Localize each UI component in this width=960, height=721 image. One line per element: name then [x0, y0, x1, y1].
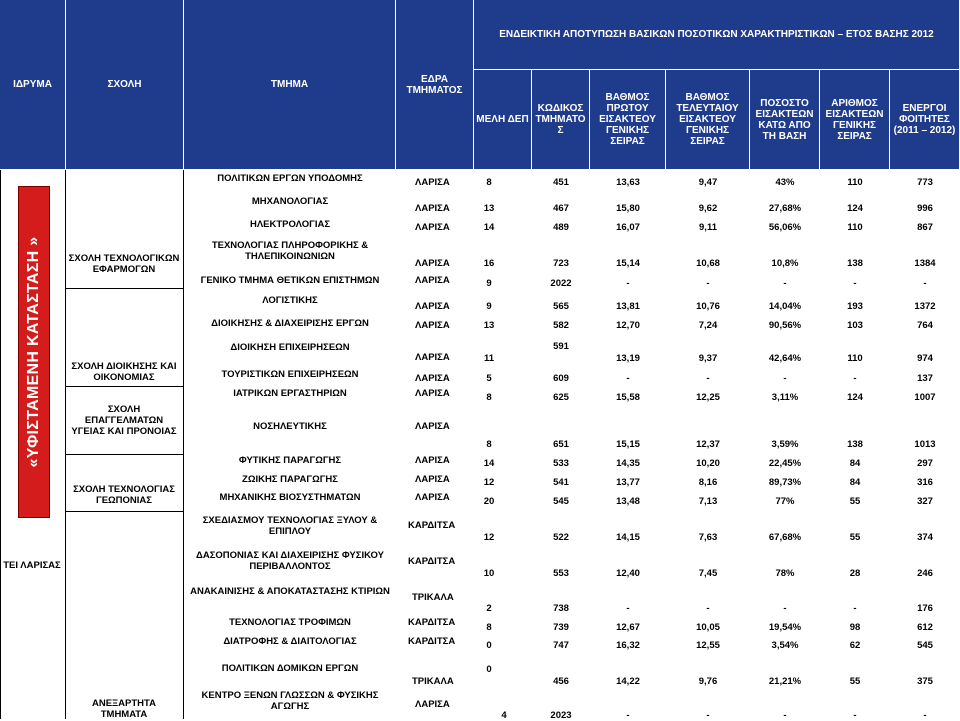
admitted-value: 98 — [849, 622, 861, 633]
dept-name: ΠΟΛΙΤΙΚΩΝ ΔΟΜΙΚΩΝ ΕΡΓΩΝ — [221, 663, 359, 674]
last-grade-value: - — [706, 603, 710, 614]
city: ΛΑΡΙΣΑ — [415, 455, 450, 466]
percent-value: 56,06% — [768, 222, 802, 233]
last-grade-value: - — [706, 710, 710, 721]
meli-dep-value: 16 — [483, 258, 495, 269]
col-header-vathmos-protou — [590, 70, 666, 170]
meli-dep-value: 13 — [483, 320, 495, 331]
meli-dep-value: 14 — [483, 222, 495, 233]
admitted-value: 110 — [847, 177, 863, 188]
code-value: 553 — [553, 568, 569, 579]
last-grade-value: 7,24 — [698, 320, 718, 331]
first-grade-value: - — [626, 603, 630, 614]
first-grade-value: - — [626, 278, 630, 289]
last-grade-value: 10,05 — [696, 622, 720, 633]
divider — [65, 454, 183, 455]
city: ΛΑΡΙΣΑ — [415, 203, 450, 214]
admitted-value: 124 — [847, 392, 863, 403]
city: ΚΑΡΔΙΤΣΑ — [408, 520, 456, 531]
percent-value: - — [783, 710, 787, 721]
active-students-value: 1384 — [914, 258, 936, 269]
city: ΛΑΡΙΣΑ — [415, 699, 450, 710]
code-value: 2022 — [550, 278, 572, 289]
city: ΛΑΡΙΣΑ — [415, 275, 450, 286]
code-value: 467 — [553, 203, 569, 214]
city: ΛΑΡΙΣΑ — [415, 388, 450, 399]
divider — [65, 386, 183, 387]
meli-dep-value: 12 — [483, 477, 495, 488]
percent-value: 77% — [775, 496, 795, 507]
school-label: ΣΧΟΛΗ ΤΕΧΝΟΛΟΓΙΚΩΝ ΕΦΑΡΜΟΓΩΝ — [68, 253, 180, 275]
first-grade-value: 12,40 — [616, 568, 640, 579]
dept-name: ΙΑΤΡΙΚΩΝ ΕΡΓΑΣΤΗΡΙΩΝ — [233, 388, 347, 399]
percent-value: 89,73% — [768, 477, 802, 488]
percent-value: - — [783, 278, 787, 289]
school-label: ΣΧΟΛΗ ΕΠΑΓΓΕΛΜΑΤΩΝ ΥΓΕΙΑΣ ΚΑΙ ΠΡΟΝΟΙΑΣ — [71, 404, 177, 437]
admitted-value: 55 — [849, 532, 861, 543]
percent-value: 3,54% — [771, 640, 799, 651]
meli-dep-value: 9 — [486, 278, 492, 289]
dept-name: ΦΥΤΙΚΗΣ ΠΑΡΑΓΩΓΗΣ — [238, 455, 342, 466]
dept-name: ΔΑΣΟΠΟΝΙΑΣ ΚΑΙ ΔΙΑΧΕΙΡΙΣΗΣ ΦΥΣΙΚΟΥ ΠΕΡΙΒΑΛΛΟΝΤΟΣ — [196, 550, 384, 572]
admitted-value: 110 — [847, 353, 863, 364]
meli-dep-value: 8 — [486, 622, 492, 633]
divider — [0, 170, 1, 719]
percent-value: - — [783, 603, 787, 614]
dept-name: ΝΟΣΗΛΕΥΤΙΚΗΣ — [253, 421, 327, 432]
active-students-value: 375 — [917, 676, 933, 687]
code-value: 747 — [553, 640, 569, 651]
city: ΤΡΙΚΑΛΑ — [412, 676, 454, 687]
col-header-energoi-label: ΕΝΕΡΓΟΙ ΦΟΙΤΗΤΕΣ (2011 – 2012) — [893, 103, 956, 136]
active-students-value: 764 — [917, 320, 933, 331]
col-header-scholi — [66, 0, 184, 170]
last-grade-value: 10,76 — [696, 301, 720, 312]
city: ΛΑΡΙΣΑ — [415, 492, 450, 503]
percent-value: 19,54% — [768, 622, 802, 633]
col-header-idryma-label: ΙΔΡΥΜΑ — [13, 79, 52, 90]
meli-dep-value: 9 — [486, 301, 492, 312]
col-header-edra-label: ΕΔΡΑ ΤΜΗΜΑΤΟΣ — [406, 73, 463, 96]
percent-value: 3,11% — [771, 392, 799, 403]
code-value: 625 — [553, 392, 569, 403]
code-value: 582 — [553, 320, 569, 331]
meli-dep-value: 8 — [486, 392, 492, 403]
active-students-value: 1013 — [914, 439, 936, 450]
col-header-kodikos-label: ΚΩΔΙΚΟΣ ΤΜΗΜΑΤΟ Σ — [535, 103, 586, 136]
status-banner — [18, 186, 50, 518]
first-grade-value: 14,22 — [616, 676, 640, 687]
percent-value: 67,68% — [768, 532, 802, 543]
meli-dep-value: 11 — [483, 353, 495, 364]
divider — [65, 511, 183, 512]
city: ΛΑΡΙΣΑ — [415, 373, 450, 384]
meli-dep-value: 13 — [483, 203, 495, 214]
last-grade-value: 10,68 — [696, 258, 720, 269]
city: ΛΑΡΙΣΑ — [415, 258, 450, 269]
first-grade-value: 13,81 — [616, 301, 640, 312]
active-students-value: 176 — [917, 603, 933, 614]
last-grade-value: 9,62 — [698, 203, 718, 214]
city: ΛΑΡΙΣΑ — [415, 301, 450, 312]
dept-name: ΑΝΑΚΑΙΝΙΣΗΣ & ΑΠΟΚΑΤΑΣΤΑΣΗΣ ΚΤΙΡΙΩΝ — [190, 586, 390, 597]
last-grade-value: 9,47 — [698, 177, 718, 188]
last-grade-value: 8,16 — [698, 477, 718, 488]
city: ΛΑΡΙΣΑ — [415, 320, 450, 331]
admitted-value: 84 — [849, 477, 861, 488]
divider — [65, 288, 183, 289]
dept-name: ΤΕΧΝΟΛΟΓΙΑΣ ΠΛΗΡΟΦΟΡΙΚΗΣ & ΤΗΛΕΠΙΚΟΙΝΩΝΙΩΝ — [211, 240, 369, 262]
code-value: 456 — [553, 676, 569, 687]
meli-dep-value: 8 — [486, 177, 492, 188]
city: ΛΑΡΙΣΑ — [415, 474, 450, 485]
meli-dep-value: 10 — [483, 568, 495, 579]
col-header-energoi — [890, 70, 960, 170]
col-header-vathmos-teleutaiou-label: ΒΑΘΜΟΣ ΤΕΛΕΥΤΑΙΟΥ ΕΙΣΑΚΤΕΟΥ ΓΕΝΙΚΗΣ ΣΕΙΡΑΣ — [676, 92, 739, 147]
last-grade-value: 12,55 — [696, 640, 720, 651]
first-grade-value: 15,80 — [616, 203, 640, 214]
first-grade-value: 15,14 — [616, 258, 640, 269]
school-label: ΑΝΕΞΑΡΤΗΤΑ ΤΜΗΜΑΤΑ — [92, 698, 156, 720]
admitted-value: 28 — [849, 568, 861, 579]
admitted-value: 84 — [849, 458, 861, 469]
last-grade-value: 12,37 — [696, 439, 720, 450]
dept-name: ΖΩΙΚΗΣ ΠΑΡΑΓΩΓΗΣ — [242, 474, 338, 485]
dept-name: ΣΧΕΔΙΑΣΜΟΥ ΤΕΧΝΟΛΟΓΙΑΣ ΞΥΛΟΥ & ΕΠΙΠΛΟΥ — [202, 515, 378, 537]
col-header-arithmos-label: ΑΡΙΘΜΟΣ ΕΙΣΑΚΤΕΩΝ ΓΕΝΙΚΗΣ ΣΕΙΡΑΣ — [825, 97, 884, 142]
city: ΚΑΡΔΙΤΣΑ — [408, 636, 456, 647]
admitted-value: 55 — [849, 676, 861, 687]
last-grade-value: 7,45 — [698, 568, 718, 579]
meli-dep-value: 5 — [486, 373, 492, 384]
last-grade-value: 9,76 — [698, 676, 718, 687]
col-header-tmima — [184, 0, 396, 170]
group-header-title — [474, 0, 960, 70]
dept-name: ΛΟΓΙΣΤΙΚΗΣ — [262, 295, 318, 306]
city: ΚΑΡΔΙΤΣΑ — [408, 556, 456, 567]
col-header-tmima-label: ΤΜΗΜΑ — [270, 79, 309, 90]
percent-value: 27,68% — [768, 203, 802, 214]
first-grade-value: 13,77 — [616, 477, 640, 488]
code-value: 609 — [553, 373, 569, 384]
first-grade-value: 16,07 — [616, 222, 640, 233]
col-header-kodikos — [532, 70, 590, 170]
last-grade-value: - — [706, 278, 710, 289]
active-students-value: 773 — [917, 177, 933, 188]
col-header-vathmos-protou-label: ΒΑΘΜΟΣ ΠΡΩΤΟΥ ΕΙΣΑΚΤΕΟΥ ΓΕΝΙΚΗΣ ΣΕΙΡΑΣ — [599, 92, 656, 147]
admitted-value: 193 — [847, 301, 863, 312]
meli-dep-value: 12 — [483, 532, 495, 543]
active-students-value: 246 — [917, 568, 933, 579]
col-header-meli-dep-label: ΜΕΛΗ ΔΕΠ — [476, 114, 529, 125]
status-banner-label: «ΥΦΙΣΤΑΜΕΝΗ ΚΑΤΑΣΤΑΣΗ » — [25, 236, 42, 468]
last-grade-value: 10,20 — [696, 458, 720, 469]
first-grade-value: 16,32 — [616, 640, 640, 651]
first-grade-value: 15,58 — [616, 392, 640, 403]
last-grade-value: 12,25 — [696, 392, 720, 403]
meli-dep-value: 4 — [501, 710, 507, 721]
percent-value: 22,45% — [768, 458, 802, 469]
admitted-value: 110 — [847, 222, 863, 233]
city: ΛΑΡΙΣΑ — [415, 421, 450, 432]
admitted-value: 103 — [847, 320, 863, 331]
city: ΤΡΙΚΑΛΑ — [412, 592, 454, 603]
col-header-idryma — [0, 0, 66, 170]
code-value: 651 — [553, 439, 569, 450]
city: ΛΑΡΙΣΑ — [415, 177, 450, 188]
percent-value: 14,04% — [768, 301, 802, 312]
percent-value: - — [783, 373, 787, 384]
active-students-value: 316 — [917, 477, 933, 488]
meli-dep-value: 0 — [486, 640, 492, 651]
last-grade-value: 9,37 — [698, 353, 718, 364]
percent-value: 10,8% — [771, 258, 799, 269]
col-header-pososto-label: ΠΟΣΟΣΤΟ ΕΙΣΑΚΤΕΩΝ ΚΑΤΩ ΑΠΟ ΤΗ ΒΑΣΗ — [755, 97, 814, 142]
last-grade-value: 9,11 — [699, 222, 717, 233]
admitted-value: - — [853, 603, 857, 614]
admitted-value: - — [853, 710, 857, 721]
meli-dep-value: 14 — [483, 458, 495, 469]
dept-name: ΗΛΕΚΤΡΟΛΟΓΙΑΣ — [249, 219, 331, 230]
active-students-value: 867 — [917, 222, 933, 233]
col-header-edra — [396, 0, 474, 170]
school-label: ΣΧΟΛΗ ΤΕΧΝΟΛΟΓΙΑΣ ΓΕΩΠΟΝΙΑΣ — [73, 484, 175, 506]
code-value: 723 — [553, 258, 569, 269]
code-value: 545 — [553, 496, 569, 507]
admitted-value: 138 — [847, 258, 863, 269]
dept-name: ΜΗΧΑΝΙΚΗΣ ΒΙΟΣΥΣΤΗΜΑΤΩΝ — [219, 492, 361, 503]
admitted-value: - — [853, 373, 857, 384]
code-value: 591 — [553, 341, 569, 352]
active-students-value: 545 — [917, 640, 933, 651]
dept-name: ΠΟΛΙΤΙΚΩΝ ΕΡΓΩΝ ΥΠΟΔΟΜΗΣ — [217, 173, 363, 184]
active-students-value: 974 — [917, 353, 933, 364]
dept-name: ΜΗΧΑΝΟΛΟΓΙΑΣ — [251, 196, 329, 207]
active-students-value: - — [923, 710, 927, 721]
first-grade-value: 12,70 — [616, 320, 640, 331]
first-grade-value: 13,63 — [616, 177, 640, 188]
code-value: 522 — [553, 532, 569, 543]
code-value: 533 — [553, 458, 569, 469]
first-grade-value: 15,15 — [616, 439, 640, 450]
code-value: 565 — [553, 301, 569, 312]
col-header-pososto — [750, 70, 820, 170]
last-grade-value: 7,63 — [698, 532, 718, 543]
meli-dep-value: 2 — [486, 603, 492, 614]
city: ΛΑΡΙΣΑ — [415, 352, 450, 363]
first-grade-value: 14,35 — [616, 458, 640, 469]
dept-name: ΔΙΟΙΚΗΣΗ ΕΠΙΧΕΙΡΗΣΕΩΝ — [230, 342, 350, 353]
dept-name: ΔΙΟΙΚΗΣΗΣ & ΔΙΑΧΕΙΡΙΣΗΣ ΕΡΓΩΝ — [211, 318, 369, 329]
city: ΚΑΡΔΙΤΣΑ — [408, 617, 456, 628]
admitted-value: 138 — [847, 439, 863, 450]
admitted-value: 55 — [849, 496, 861, 507]
meli-dep-value: 8 — [486, 439, 492, 450]
group-header-title-label: ΕΝΔΕΙΚΤΙΚΗ ΑΠΟΤΥΠΩΣΗ ΒΑΣΙΚΩΝ ΠΟΣΟΤΙΚΩΝ ΧΑΡΑΚΤΗΡΙΣΤΙΚΩΝ – ΕΤΟΣ ΒΑΣΗΣ 2012 — [499, 29, 934, 40]
active-students-value: 327 — [917, 496, 933, 507]
first-grade-value: 13,48 — [616, 496, 640, 507]
dept-name: ΔΙΑΤΡΟΦΗΣ & ΔΙΑΙΤΟΛΟΓΙΑΣ — [223, 636, 357, 647]
last-grade-value: - — [706, 373, 710, 384]
col-header-scholi-label: ΣΧΟΛΗ — [107, 79, 142, 90]
first-grade-value: 12,67 — [616, 622, 640, 633]
code-value: 739 — [553, 622, 569, 633]
active-students-value: 297 — [917, 458, 933, 469]
code-value: 489 — [553, 222, 569, 233]
code-value: 541 — [553, 477, 569, 488]
col-header-arithmos — [820, 70, 890, 170]
active-students-value: 996 — [917, 203, 933, 214]
active-students-value: - — [923, 278, 927, 289]
first-grade-value: - — [626, 373, 630, 384]
percent-value: 43% — [775, 177, 795, 188]
admitted-value: 62 — [849, 640, 861, 651]
percent-value: 78% — [775, 568, 795, 579]
first-grade-value: 13,19 — [616, 353, 640, 364]
code-value: 2023 — [550, 710, 572, 721]
percent-value: 3,59% — [771, 439, 799, 450]
last-grade-value: 7,13 — [698, 496, 718, 507]
institution-label: ΤΕΙ ΛΑΡΙΣΑΣ — [3, 560, 61, 571]
school-label: ΣΧΟΛΗ ΔΙΟΙΚΗΣΗΣ ΚΑΙ ΟΙΚΟΝΟΜΙΑΣ — [71, 361, 177, 383]
dept-name: ΤΕΧΝΟΛΟΓΙΑΣ ΤΡΟΦΙΜΩΝ — [229, 617, 351, 628]
meli-dep-value: 0 — [486, 664, 492, 675]
active-students-value: 374 — [917, 532, 933, 543]
percent-value: 42,64% — [768, 353, 802, 364]
code-value: 451 — [553, 177, 569, 188]
active-students-value: 137 — [917, 373, 933, 384]
divider — [65, 170, 66, 719]
code-value: 738 — [553, 603, 569, 614]
col-header-vathmos-teleutaiou — [666, 70, 750, 170]
city: ΛΑΡΙΣΑ — [415, 222, 450, 233]
admitted-value: 124 — [847, 203, 863, 214]
dept-name: ΓΕΝΙΚΟ ΤΜΗΜΑ ΘΕΤΙΚΩΝ ΕΠΙΣΤΗΜΩΝ — [200, 275, 380, 286]
active-students-value: 1007 — [914, 392, 936, 403]
active-students-value: 1372 — [914, 301, 936, 312]
percent-value: 21,21% — [768, 676, 802, 687]
first-grade-value: 14,15 — [616, 532, 640, 543]
first-grade-value: - — [626, 710, 630, 721]
active-students-value: 612 — [917, 622, 933, 633]
dept-name: ΤΟΥΡΙΣΤΙΚΩΝ ΕΠΙΧΕΙΡΗΣΕΩΝ — [221, 369, 359, 380]
admitted-value: - — [853, 278, 857, 289]
dept-name: ΚΕΝΤΡΟ ΞΕΝΩΝ ΓΛΩΣΣΩΝ & ΦΥΣΙΚΗΣ ΑΓΩΓΗΣ — [201, 690, 379, 712]
col-header-meli-dep — [474, 70, 532, 170]
meli-dep-value: 20 — [483, 496, 495, 507]
percent-value: 90,56% — [768, 320, 802, 331]
